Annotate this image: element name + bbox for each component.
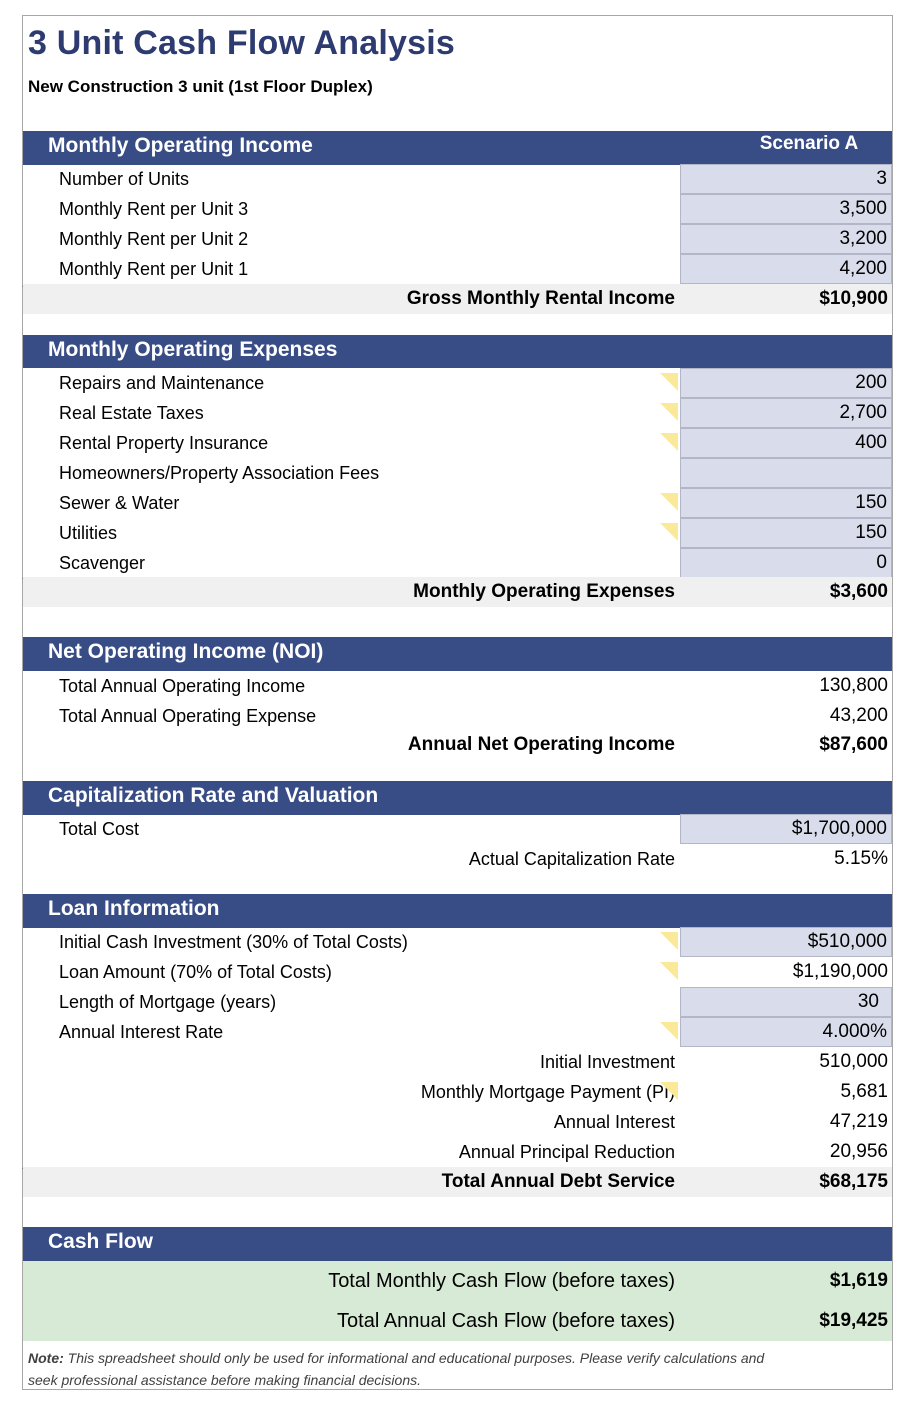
row-label: Total Annual Operating Income xyxy=(59,676,306,696)
section-title: Monthly Operating Income xyxy=(48,134,313,157)
row-label: Sewer & Water xyxy=(59,493,180,513)
row-label: Actual Capitalization Rate xyxy=(468,849,675,869)
income-row xyxy=(23,224,892,254)
row-label: Monthly Rent per Unit 3 xyxy=(59,199,249,219)
total-label: Monthly Operating Expenses xyxy=(413,581,675,602)
row-label: Annual Interest xyxy=(553,1112,675,1132)
loan-row xyxy=(23,927,892,957)
comment-indicator-icon[interactable] xyxy=(660,403,678,421)
input-cell[interactable]: 400 xyxy=(680,428,892,458)
row-label: Initial Investment xyxy=(539,1052,675,1072)
comment-indicator-icon[interactable] xyxy=(660,373,678,391)
total-label: Annual Net Operating Income xyxy=(407,734,675,755)
expense-row xyxy=(23,488,892,518)
section-header-loan xyxy=(23,894,892,928)
comment-indicator-icon[interactable] xyxy=(660,433,678,451)
total-value: $68,175 xyxy=(819,1171,888,1192)
comment-indicator-icon[interactable] xyxy=(660,523,678,541)
value-cell: $1,190,000 xyxy=(792,961,888,982)
row-label: Monthly Rent per Unit 1 xyxy=(59,259,249,279)
page-subtitle: New Construction 3 unit (1st Floor Duplex) xyxy=(28,77,373,96)
row-label: Total Annual Operating Expense xyxy=(59,706,317,726)
cashflow-panel xyxy=(23,1261,892,1341)
income-row xyxy=(23,164,892,194)
expense-row xyxy=(23,428,892,458)
loan-calc-row xyxy=(23,1107,892,1137)
row-label: Number of Units xyxy=(59,169,190,189)
noi-row xyxy=(23,671,892,701)
value-cell: 47,219 xyxy=(829,1111,888,1132)
input-cell[interactable] xyxy=(680,458,892,488)
input-cell[interactable]: 150 xyxy=(680,518,892,548)
row-label: Repairs and Maintenance xyxy=(59,373,265,393)
disclaimer-note xyxy=(28,1347,768,1391)
comment-indicator-icon[interactable] xyxy=(660,1082,678,1100)
row-label: Annual Interest Rate xyxy=(59,1022,224,1042)
section-title: Monthly Operating Expenses xyxy=(48,338,338,361)
value-cell: 5,681 xyxy=(840,1081,888,1102)
loan-calc-row xyxy=(23,1137,892,1167)
section-title: Net Operating Income (NOI) xyxy=(48,640,324,663)
row-label: Utilities xyxy=(59,523,118,543)
total-label: Total Annual Debt Service xyxy=(441,1171,675,1192)
comment-indicator-icon[interactable] xyxy=(660,1022,678,1040)
comment-indicator-icon[interactable] xyxy=(660,932,678,950)
input-cell[interactable]: 4.000% xyxy=(680,1017,892,1047)
expense-row xyxy=(23,548,892,578)
cashflow-row xyxy=(23,1266,892,1296)
value-cell: 510,000 xyxy=(819,1051,888,1072)
row-label: Rental Property Insurance xyxy=(59,433,269,453)
total-value: $87,600 xyxy=(819,734,888,755)
input-cell[interactable]: 3 xyxy=(680,164,892,194)
section-header-noi xyxy=(23,637,892,671)
section-header-cashflow xyxy=(23,1227,892,1261)
section-header-cap xyxy=(23,781,892,815)
row-label: Monthly Rent per Unit 2 xyxy=(59,229,249,249)
value-cell: 5.15% xyxy=(834,848,888,869)
expense-row xyxy=(23,518,892,548)
value-cell: $19,425 xyxy=(819,1310,888,1331)
row-label: Initial Cash Investment (30% of Total Costs) xyxy=(59,932,408,952)
expense-row xyxy=(23,398,892,428)
loan-row xyxy=(23,987,892,1017)
value-cell: $1,619 xyxy=(829,1270,888,1291)
input-cell[interactable]: 3,200 xyxy=(680,224,892,254)
noi-row xyxy=(23,701,892,731)
total-label: Gross Monthly Rental Income xyxy=(406,288,675,309)
scenario-label: Scenario A xyxy=(759,133,859,154)
cap-row xyxy=(23,814,892,844)
income-row xyxy=(23,254,892,284)
row-label: Scavenger xyxy=(59,553,146,573)
value-cell: 20,956 xyxy=(829,1141,888,1162)
total-row-expenses xyxy=(23,577,892,607)
row-label: Loan Amount (70% of Total Costs) xyxy=(59,962,332,982)
total-value: $10,900 xyxy=(819,288,888,309)
value-cell: 130,800 xyxy=(819,675,888,696)
total-row-loan xyxy=(23,1167,892,1197)
note-prefix: Note: xyxy=(28,1350,64,1366)
section-header-income xyxy=(23,131,892,165)
total-row-noi xyxy=(23,730,892,760)
row-label: Total Cost xyxy=(59,819,140,839)
row-label: Real Estate Taxes xyxy=(59,403,204,423)
input-cell[interactable]: 200 xyxy=(680,368,892,398)
cap-row xyxy=(23,844,892,874)
section-title: Capitalization Rate and Valuation xyxy=(48,784,379,807)
section-title: Cash Flow xyxy=(48,1230,154,1253)
input-cell[interactable]: $510,000 xyxy=(680,927,892,957)
input-cell[interactable]: $1,700,000 xyxy=(680,814,892,844)
comment-indicator-icon[interactable] xyxy=(660,962,678,980)
input-cell[interactable]: 0 xyxy=(680,548,892,578)
note-text: This spreadsheet should only be used for informational and educational purposes. Please verify calculations and seek professional assistance before making financial decisions. xyxy=(28,1350,765,1388)
row-label: Length of Mortgage (years) xyxy=(59,992,277,1012)
input-cell[interactable]: 2,700 xyxy=(680,398,892,428)
value-cell: 43,200 xyxy=(829,705,888,726)
row-label: Annual Principal Reduction xyxy=(458,1142,675,1162)
expense-row xyxy=(23,368,892,398)
comment-indicator-icon[interactable] xyxy=(660,493,678,511)
loan-row xyxy=(23,957,892,987)
loan-calc-row xyxy=(23,1047,892,1077)
input-cell[interactable]: 4,200 xyxy=(680,254,892,284)
section-title: Loan Information xyxy=(48,897,220,920)
input-cell[interactable]: 30 xyxy=(680,987,892,1017)
page-title: 3 Unit Cash Flow Analysis xyxy=(28,24,455,62)
cashflow-row xyxy=(23,1306,892,1336)
loan-calc-row xyxy=(23,1077,892,1107)
loan-row xyxy=(23,1017,892,1047)
input-cell[interactable]: 150 xyxy=(680,488,892,518)
row-label: Homeowners/Property Association Fees xyxy=(59,463,380,483)
row-label: Monthly Mortgage Payment (PI) xyxy=(420,1082,675,1102)
income-row xyxy=(23,194,892,224)
total-row-income xyxy=(23,284,892,314)
section-header-expenses xyxy=(23,335,892,368)
row-label: Total Monthly Cash Flow (before taxes) xyxy=(328,1270,675,1292)
total-value: $3,600 xyxy=(829,581,888,602)
expense-row xyxy=(23,458,892,488)
row-label: Total Annual Cash Flow (before taxes) xyxy=(337,1310,675,1332)
input-cell[interactable]: 3,500 xyxy=(680,194,892,224)
